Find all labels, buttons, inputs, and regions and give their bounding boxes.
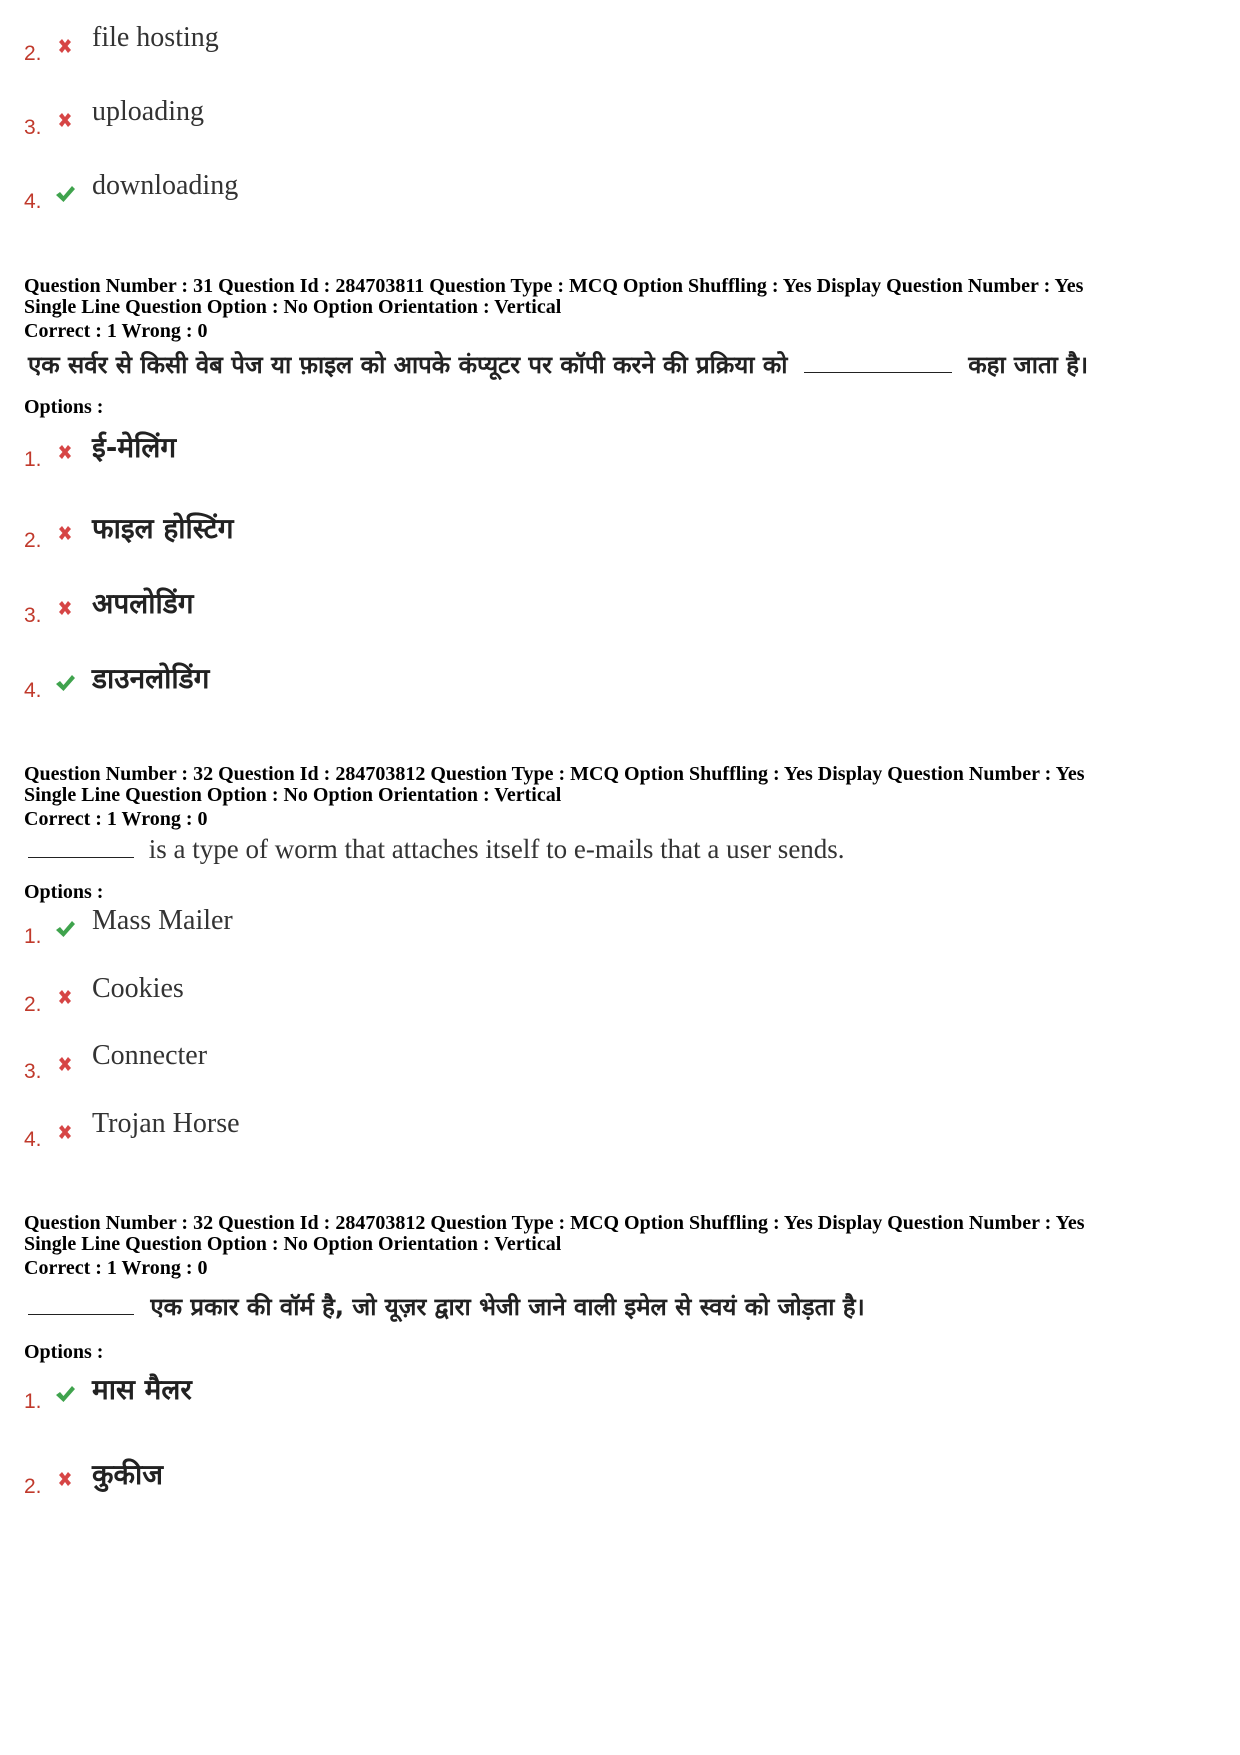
option-text: मास मैलर xyxy=(92,1373,192,1406)
meta-line-2: Single Line Question Option : No Option Orientation : Vertical xyxy=(24,296,562,318)
question-meta xyxy=(24,764,1084,806)
question-text xyxy=(28,348,1088,381)
option-number: 2. xyxy=(24,529,42,552)
option-number: 1. xyxy=(24,925,42,948)
options-label: Options : xyxy=(24,396,104,418)
question-text-part-2: is a type of worm that attaches itself to e-mails that a user sends. xyxy=(148,834,845,864)
option-number: 2. xyxy=(24,1475,42,1498)
option-number: 4. xyxy=(24,190,42,213)
option-text: डाउनलोडिंग xyxy=(92,662,210,695)
question-meta xyxy=(24,1213,1084,1255)
correct-wrong: Correct : 1 Wrong : 0 xyxy=(24,1257,208,1279)
answer-blank xyxy=(28,856,134,858)
option-number: 2. xyxy=(24,42,42,65)
cross-icon xyxy=(54,441,76,463)
cross-icon xyxy=(54,1468,76,1490)
option-number: 3. xyxy=(24,116,42,139)
check-icon xyxy=(54,1383,76,1405)
option-text: Mass Mailer xyxy=(92,905,233,936)
answer-blank xyxy=(28,1313,134,1315)
meta-line-1: Question Number : 32 Question Id : 284703812 Question Type : MCQ Option Shuffling : Yes Display Question Number : Yes xyxy=(24,763,1085,785)
option-text: Trojan Horse xyxy=(92,1108,240,1139)
answer-blank xyxy=(804,371,952,373)
cross-icon xyxy=(54,1121,76,1143)
cross-icon xyxy=(54,597,76,619)
option-text: अपलोडिंग xyxy=(92,587,194,620)
question-text xyxy=(28,834,845,865)
options-label: Options : xyxy=(24,881,104,903)
meta-line-1: Question Number : 31 Question Id : 284703811 Question Type : MCQ Option Shuffling : Yes Display Question Number : Yes xyxy=(24,275,1084,297)
option-number: 4. xyxy=(24,679,42,702)
cross-icon xyxy=(54,986,76,1008)
option-number: 3. xyxy=(24,1060,42,1083)
question-meta xyxy=(24,276,1083,318)
meta-line-2: Single Line Question Option : No Option Orientation : Vertical xyxy=(24,784,562,806)
cross-icon xyxy=(54,1053,76,1075)
option-number: 4. xyxy=(24,1128,42,1151)
option-text: file hosting xyxy=(92,22,219,53)
question-text xyxy=(28,1290,865,1323)
cross-icon xyxy=(54,35,76,57)
option-text: ई-मेलिंग xyxy=(92,431,177,464)
correct-wrong: Correct : 1 Wrong : 0 xyxy=(24,808,208,830)
question-text-part-2: कहा जाता है। xyxy=(968,351,1089,379)
option-number: 3. xyxy=(24,604,42,627)
option-text: downloading xyxy=(92,170,239,201)
check-icon xyxy=(54,918,76,940)
options-label: Options : xyxy=(24,1341,104,1363)
option-text: फाइल होस्टिंग xyxy=(92,512,234,545)
correct-wrong: Correct : 1 Wrong : 0 xyxy=(24,320,208,342)
option-number: 1. xyxy=(24,1390,42,1413)
cross-icon xyxy=(54,109,76,131)
question-text-part-1: एक सर्वर से किसी वेब पेज या फ़ाइल को आपके कंप्यूटर पर कॉपी करने की प्रक्रिया को xyxy=(28,351,788,379)
check-icon xyxy=(54,183,76,205)
option-text: Connecter xyxy=(92,1040,208,1071)
option-number: 2. xyxy=(24,993,42,1016)
option-text: uploading xyxy=(92,96,204,127)
cross-icon xyxy=(54,522,76,544)
option-number: 1. xyxy=(24,448,42,471)
question-text-part-2: एक प्रकार की वॉर्म है, जो यूज़र द्वारा भेजी जाने वाली इमेल से स्वयं को जोड़ता है। xyxy=(150,1293,865,1321)
check-icon xyxy=(54,672,76,694)
option-text: कुकीज xyxy=(92,1458,164,1491)
option-text: Cookies xyxy=(92,973,184,1004)
meta-line-2: Single Line Question Option : No Option Orientation : Vertical xyxy=(24,1233,562,1255)
meta-line-1: Question Number : 32 Question Id : 284703812 Question Type : MCQ Option Shuffling : Yes Display Question Number : Yes xyxy=(24,1212,1085,1234)
